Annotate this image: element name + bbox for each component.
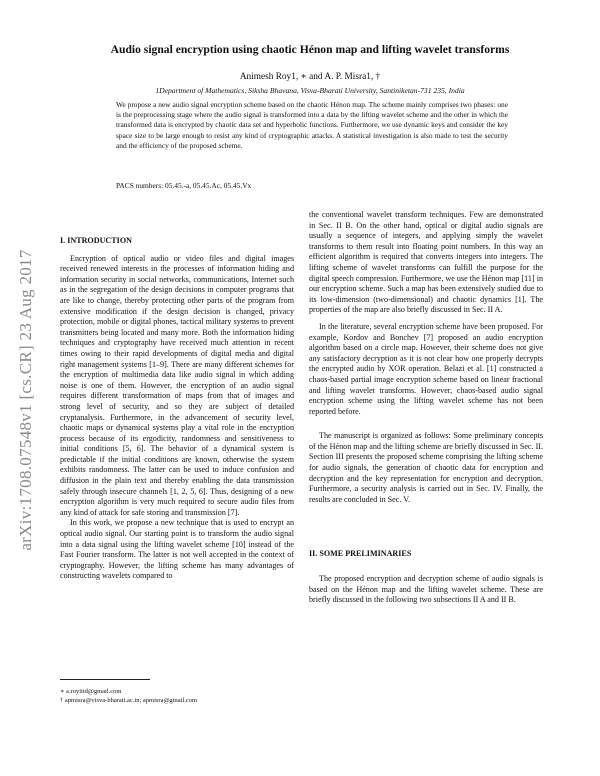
body-paragraph: In the literature, several encryption scheme have been proposed. For example, Kordov and Bonchev [7] proposed an audio encryption algorithm based on a circle map. However, their scheme does not give any satisfactory decryption as it is not clear how one properly decrypts the encrypted audio by XOR operation. Belazi et al. [1] constructed a chaos-based partial image encryption scheme based on linear fractional and lifting wavelet transforms. However, chaos-based audio signal encryption scheme using the lifting wavelet scheme has not been reported before. [309,321,543,416]
footnote-email-1: ∗ a.royiitd@gmail.com [60,688,122,695]
footnotes [60,687,295,705]
section-heading-introduction: I. INTRODUCTION [60,236,132,245]
arxiv-identifier [13,150,39,650]
section-heading-preliminaries: II. SOME PRELIMINARIES [309,549,412,559]
body-paragraph: The manuscript is organized as follows: Some preliminary concepts of the Hénon map and the lifting scheme are briefly discussed in Sec. II. Section III presents the proposed scheme comprising the lifting scheme for audio signals, the generation of chaotic data for encryption and decryption and the key representation for encryption and decryption. Furthermore, a security analysis is carried out in Sec. IV. Finally, the results are concluded in Sec. V. [309,431,543,504]
right-column [309,210,543,606]
abstract: We propose a new audio signal encryption scheme based on the chaotic Hénon map. The scheme mainly comprises two phases: one is the preprocessing stage where the audio signal is transformed into a data by the lifting wavelet scheme and the other in which the transformed data is encrypted by chaotic data set and hyperbolic functions. Furthermore, we use dynamic keys and consider the key space size to be large enough to resist any kind of cryptographic attacks. A statistical investigation is also made to test the security and the efficiency of the proposed scheme. [116,100,508,150]
arxiv-id-text: arXiv:1708.07548v1 [cs.CR] 23 Aug 2017 [16,249,35,551]
body-paragraph: In this work, we propose a new technique that is used to encrypt an optical audio signal. Our starting point is to transform the audio signal into a data signal using the lifting wavelet scheme [10] instead of the Fast Fourier transform. The latter is not well accepted in the context of cryptography. However, the lifting scheme has many advantages of constructing wavelets compared to [60,518,294,581]
author-affiliation: 1Department of Mathematics, Siksha Bhavana, Visva-Bharati University, Santiniketan-731 235, India [155,86,465,95]
body-paragraph: The proposed encryption and decryption scheme of audio signals is based on the Hénon map and the lifting wavelet scheme. These are briefly discussed in the following two subsections II A and II B. [309,574,543,605]
left-column [60,236,294,582]
body-paragraph: Encryption of optical audio or video files and digital images received renewed interests in the processes of information hiding and information security in social networks, communications, Internet such as in the segregation of the design decisions in computer programs that are like to change, thereby protecting other parts of the program from extensive modification if the design decision is changed, privacy protection, mobile or digital phones, tactical military systems to prevent transmitters being located and many more. Both the information hiding techniques and cryptography have received much attention in recent times owing to their rapid developments of digital media and digital right management systems [1–9]. There are many different schemes for the encryption of multimedia data like audio signal in which adding noise is one of them. However, the encryption of an audio signal requires different transformation of maps from that of images and strong level of security, and so they are subject of detailed cryptanalysis. Furthermore, in the advancement of security level, chaotic maps or dynamical systems play a vital role in the encryption process because of its ergodicity, randomness and sensitiveness to initial conditions [5, 6]. The behavior of a dynamical system is predictable if the initial conditions are known, otherwise the system exhibits randomness. The latter can be used to induce confusion and diffusion in the plain text and thereby enabling the data transmission safely through insecure channels [1, 2, 5, 6]. Thus, designing of a new encryption algorithm is very much required to secure audio files from any kind of attack for safe storing and transmission [7]. [60,253,294,517]
footnote-divider [60,679,150,680]
footnote-email-2: † apmisra@visva-bharati.ac.in; apmisra@gmail.com [60,697,198,704]
paper-title: Audio signal encryption using chaotic Hénon map and lifting wavelet transforms [110,43,510,56]
author-list: Animesh Roy1, ∗ and A. P. Misra1, † [239,72,381,82]
pacs-numbers: PACS numbers: 05.45.-a, 05.45.Ac, 05.45.Vx [116,181,252,190]
body-paragraph: the conventional wavelet transform techniques. Few are demonstrated in Sec. II B. On the other hand, optical or digital audio signals are usually a sequence of integers, and applying simply the wavelet transforms to them result into floating point numbers. In this way an efficient algorithm is required that converts integers into integers. The lifting scheme of wavelet transforms can fulfill the purpose for the digital speech compression. Furthermore, we use the Hénon map [11] in our encryption scheme. Such a map has been extensively studied due to its low-dimension (two-dimensional) and chaotic dynamics [1]. The properties of the map are also briefly discussed in Sec. II A. [309,210,543,315]
